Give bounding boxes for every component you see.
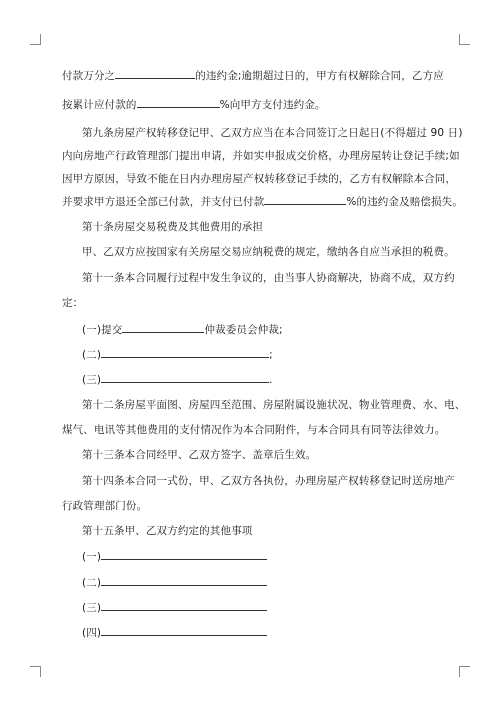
clause-12-title: 第十二条房屋平面图、房屋四至范围、房屋附属设施状况、物业管理费、水、电、	[82, 399, 466, 411]
text-segment: %的违约金及赔偿损失。	[346, 196, 463, 208]
text-segment: 按累计应付款的	[62, 99, 137, 111]
crop-mark-top-right	[459, 34, 470, 45]
fill-blank	[101, 372, 269, 383]
fill-blank	[264, 194, 346, 205]
text-segment: .	[269, 374, 273, 386]
crop-mark-bottom-left	[30, 666, 41, 677]
text-segment: (三)	[82, 602, 102, 614]
text-segment: 付款万分之	[62, 70, 116, 82]
text-segment: 并要求甲方退还全部已付款，并支付已付款	[62, 196, 265, 208]
text-line: 煤气、电讯等其他费用的支付情况作为本合同附件，与本合同具有同等法律效力。	[62, 424, 446, 436]
text-line	[62, 68, 462, 83]
text-segment: (一)提交	[82, 324, 123, 336]
list-item	[82, 600, 482, 615]
text-segment: (二)	[82, 577, 102, 589]
crop-mark-top-left	[30, 34, 41, 45]
list-item	[82, 322, 482, 337]
clause-15-title: 第十五条甲、乙双方约定的其他事项	[82, 525, 253, 537]
text-segment: %向甲方支付违约金。	[219, 99, 326, 111]
clause-14-title: 第十四条本合同一式份，甲、乙双方各执份，办理房屋产权转移登记时送房地产	[82, 475, 455, 487]
clause-11-title: 第十一条本合同履行过程中发生争议的，由当事人协商解决，协商不成，双方约	[82, 272, 455, 284]
fill-blank	[101, 600, 267, 611]
clause-9-title: 第九条房屋产权转移登记甲、乙双方应当在本合同签订之日起日(不得超过 90 日)	[82, 127, 463, 139]
fill-blank	[122, 322, 204, 333]
text-segment: ;	[269, 349, 273, 361]
list-item	[82, 372, 482, 387]
text-segment: (二)	[82, 349, 102, 361]
list-item	[82, 549, 482, 564]
list-item	[82, 625, 482, 640]
clause-10-title: 第十条房屋交易税费及其他费用的承担	[82, 221, 264, 233]
text-segment: 仲裁委员会仲裁;	[204, 324, 283, 336]
list-item	[82, 575, 482, 590]
text-segment: (四)	[82, 627, 102, 639]
text-segment: (一)	[82, 551, 102, 563]
fill-blank	[101, 625, 267, 636]
text-segment: (三)	[82, 374, 102, 386]
fill-blank	[101, 575, 267, 586]
text-line	[62, 194, 462, 209]
text-line	[62, 97, 462, 112]
text-segment: 的违约金;逾期超过日的，甲方有权解除合同，乙方应	[195, 70, 444, 82]
text-line: 内向房地产行政管理部门提出申请，并如实申报成交价格，办理房屋转让登记手续;如	[62, 150, 460, 162]
text-line: 甲、乙双方应按国家有关房屋交易应纳税费的规定，缴纳各自应当承担的税费。	[82, 246, 455, 258]
list-item	[82, 347, 482, 362]
fill-blank	[115, 68, 195, 79]
clause-13-title: 第十三条本合同经甲、乙双方签字、盖章后生效。	[82, 449, 317, 461]
fill-blank	[137, 97, 220, 108]
crop-mark-bottom-right	[459, 666, 470, 677]
text-line: 行政管理部门份。	[62, 500, 148, 512]
text-line: 因甲方原因，导致不能在日内办理房屋产权转移登记手续的，乙方有权解除本合同，	[62, 173, 457, 185]
text-line: 定：	[62, 297, 84, 309]
fill-blank	[101, 347, 269, 358]
fill-blank	[101, 549, 267, 560]
